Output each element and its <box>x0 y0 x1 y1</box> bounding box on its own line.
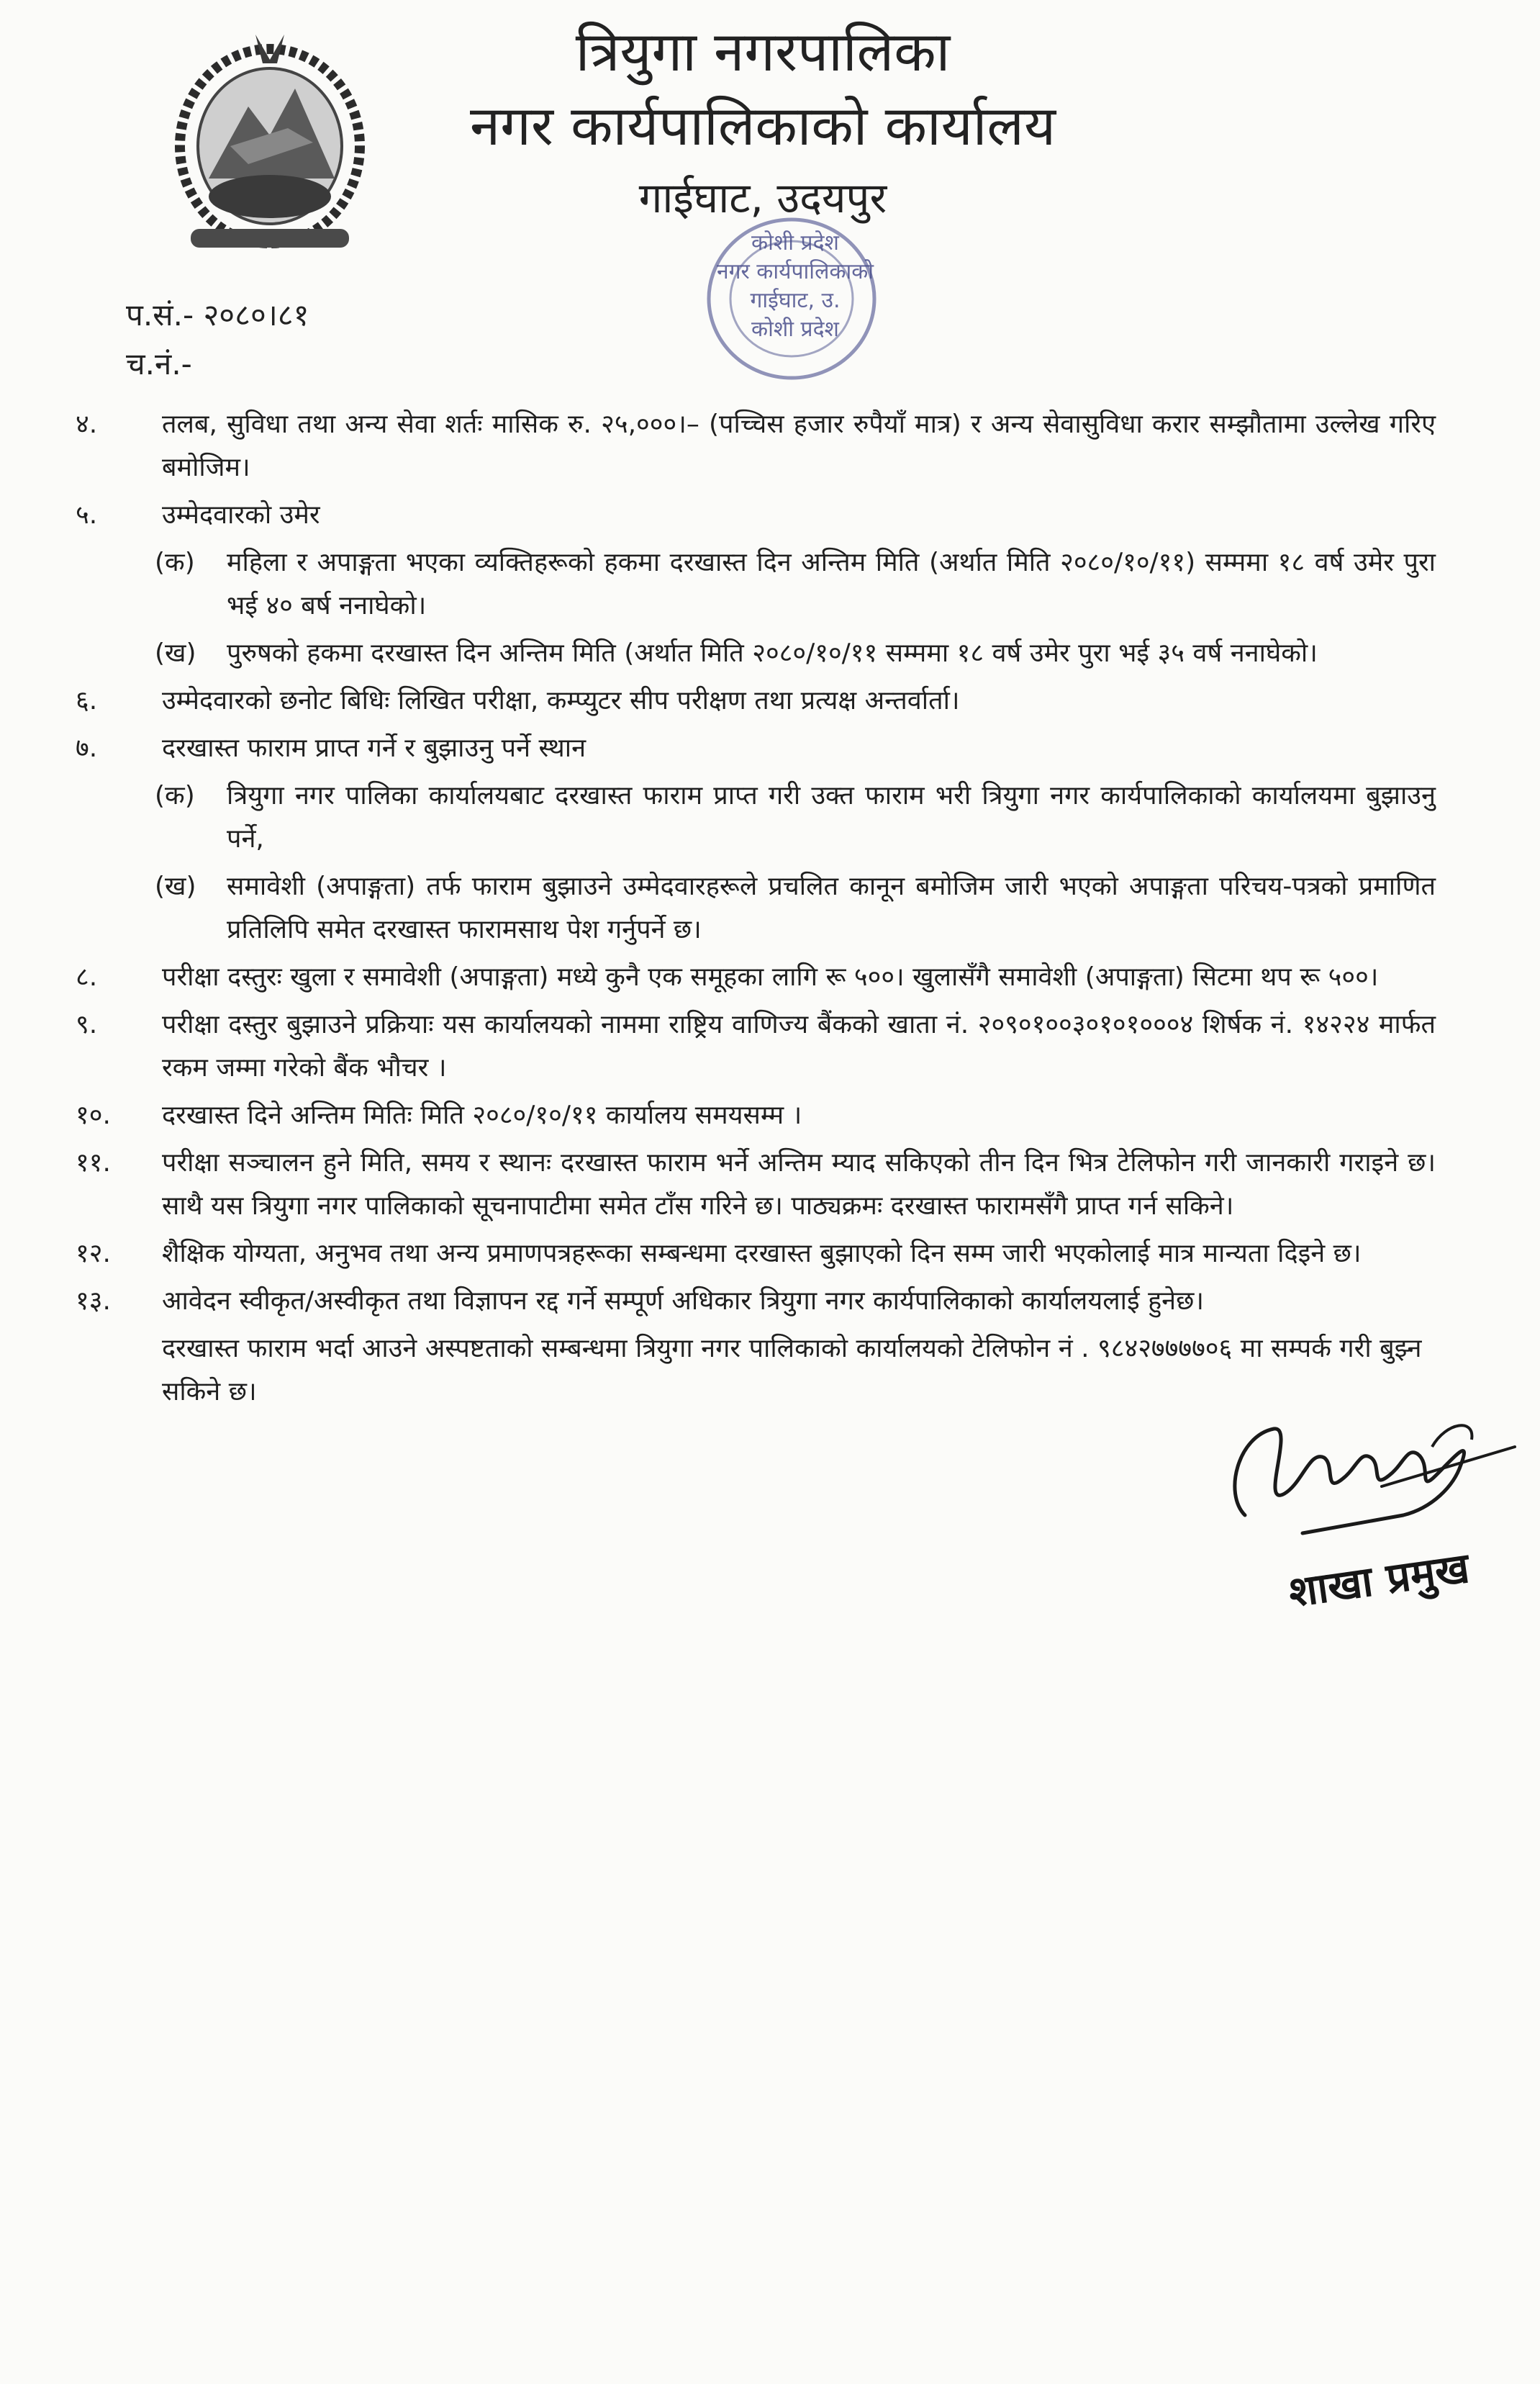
item-number: १२. <box>76 1239 111 1268</box>
sub-item <box>68 775 1436 861</box>
stamp-line: नगर कार्यपालिकाको <box>716 259 874 284</box>
item-number: ७. <box>76 733 98 763</box>
sub-item-text: समावेशी (अपाङ्गता) तर्फ फाराम बुझाउने उम्मेदवारहरूले प्रचलित कानून बमोजिम जारी भएको अपाङ्गता परिचय-पत्रको प्रमाणित प्रतिलिपि समेत दरखास्त फारामसाथ पेश गर्नुपर्ने छ। <box>227 872 1436 944</box>
dispatch-number: च.नं.- <box>126 346 192 381</box>
sub-item-text: त्रियुगा नगर पालिका कार्यालयबाट दरखास्त फाराम प्राप्त गरी उक्त फाराम भरी त्रियुगा नगर कार्यपालिकाको कार्यालयमा बुझाउनु पर्ने, <box>227 781 1436 854</box>
item-number: ८. <box>76 962 98 992</box>
item-text: परीक्षा सञ्चालन हुने मिति, समय र स्थानः दरखास्त फाराम भर्ने अन्तिम म्याद सकिएको तीन दिन भित्र टेलिफोन गरी जानकारी गराइने छ। साथै यस त्रियुगा नगर पालिकाको सूचनापाटीमा समेत टाँस गरिने छ। पाठ्यक्रमः दरखास्त फारामसँगै प्राप्त गर्न सकिने। <box>162 1148 1436 1221</box>
sub-item-number: (क) <box>155 548 195 577</box>
list-item <box>68 494 1436 537</box>
item-number: ४. <box>76 410 98 439</box>
item-text: दरखास्त दिने अन्तिम मितिः मिति २०८०/१०/११ कार्यालय समयसम्म । <box>162 1101 802 1130</box>
sub-item-text: महिला र अपाङ्गता भएका व्यक्तिहरूको हकमा दरखास्त दिन अन्तिम मिति (अर्थात मिति २०८०/१०/११) सम्ममा १८ वर्ष उमेर पुरा भई ४० बर्ष ननाघेको। <box>227 548 1436 620</box>
sub-item-number: (क) <box>155 781 195 811</box>
sub-item-text: पुरुषको हकमा दरखास्त दिन अन्तिम मिति (अर्थात मिति २०८०/१०/११ सम्ममा १८ वर्ष उमेर पुरा भई ३५ वर्ष ननाघेको। <box>227 638 1318 668</box>
list-item <box>68 1094 1436 1137</box>
sub-item <box>68 865 1436 952</box>
item-number: १०. <box>76 1101 111 1130</box>
item-text: तलब, सुविधा तथा अन्य सेवा शर्तः मासिक रु. २५,०००।– (पच्चिस हजार रुपैयाँ मात्र) र अन्य सेवासुविधा करार सम्झौतामा उल्लेख गरिए बमोजिम। <box>162 410 1436 482</box>
list-item <box>68 956 1436 999</box>
sub-item <box>68 632 1436 675</box>
stamp-line: कोशी प्रदेश <box>751 317 839 342</box>
item-text: आवेदन स्वीकृत/अस्वीकृत तथा विज्ञापन रद्द गर्ने सम्पूर्ण अधिकार त्रियुगा नगर कार्यपालिकाको कार्यालयलाई हुनेछ। <box>162 1286 1205 1316</box>
list-item <box>68 1003 1436 1090</box>
office-address: गाईघाट, उदयपुर <box>638 173 887 222</box>
signature-icon <box>1216 1407 1518 1544</box>
item-text: दरखास्त फाराम प्राप्त गर्ने र बुझाउनु पर्ने स्थान <box>162 733 586 763</box>
item-number: ९. <box>76 1010 98 1039</box>
stamp-line: कोशी प्रदेश <box>751 230 839 256</box>
municipality-name: त्रियुगा नगरपालिका <box>575 19 951 83</box>
item-number: १३. <box>76 1286 111 1316</box>
item-number: ११. <box>76 1148 111 1178</box>
list-item <box>68 727 1436 770</box>
nepal-emblem-icon <box>162 20 378 258</box>
office-name: नगर कार्यपालिकाको कार्यालय <box>469 94 1056 158</box>
sub-item-number: (ख) <box>155 872 196 901</box>
item-text: परीक्षा दस्तुरः खुला र समावेशी (अपाङ्गता) मध्ये कुनै एक समूहका लागि रू ५००। खुलासँगै समावेशी (अपाङ्गता) सिटमा थप रू ५००। <box>162 962 1379 992</box>
list-item <box>68 403 1436 489</box>
list-item <box>68 679 1436 723</box>
item-text: परीक्षा दस्तुर बुझाउने प्रक्रियाः यस कार्यालयको नाममा राष्ट्रिय वाणिज्य बैंकको खाता नं. २०९०१००३०१०१०००४ शिर्षक नं. १४२२४ मार्फत रकम जम्मा गरेको बैंक भौचर । <box>162 1010 1436 1083</box>
stamp-line: गाईघाट, उ. <box>750 288 841 313</box>
item-number: ५. <box>76 500 98 530</box>
sub-item <box>68 541 1436 628</box>
list-item <box>68 1232 1436 1275</box>
list-item <box>68 1142 1436 1228</box>
item-text: शैक्षिक योग्यता, अनुभव तथा अन्य प्रमाणपत्रहरूका सम्बन्धमा दरखास्त बुझाएको दिन सम्म जारी भएकोलाई मात्र मान्यता दिइने छ। <box>162 1239 1362 1268</box>
list-item <box>68 1280 1436 1323</box>
item-text: उम्मेदवारको छनोट बिधिः लिखित परीक्षा, कम्प्युटर सीप परीक्षण तथा प्रत्यक्ष अन्तर्वार्ता। <box>162 686 960 715</box>
notice-body <box>68 403 1436 1414</box>
signatory-title: शाखा प्रमुख <box>1285 1543 1472 1617</box>
item-text: उम्मेदवारको उमेर <box>162 500 320 530</box>
reference-number: प.सं.- २०८०।८१ <box>126 297 309 333</box>
item-number: ६. <box>76 686 98 715</box>
closing-paragraph: दरखास्त फाराम भर्दा आउने अस्पष्टताको सम्बन्धमा त्रियुगा नगर पालिकाको कार्यालयको टेलिफोन नं . ९८४२७७७७०६ मा सम्पर्क गरी बुझ्न सकिने छ। <box>162 1334 1422 1407</box>
sub-item-number: (ख) <box>155 638 196 668</box>
